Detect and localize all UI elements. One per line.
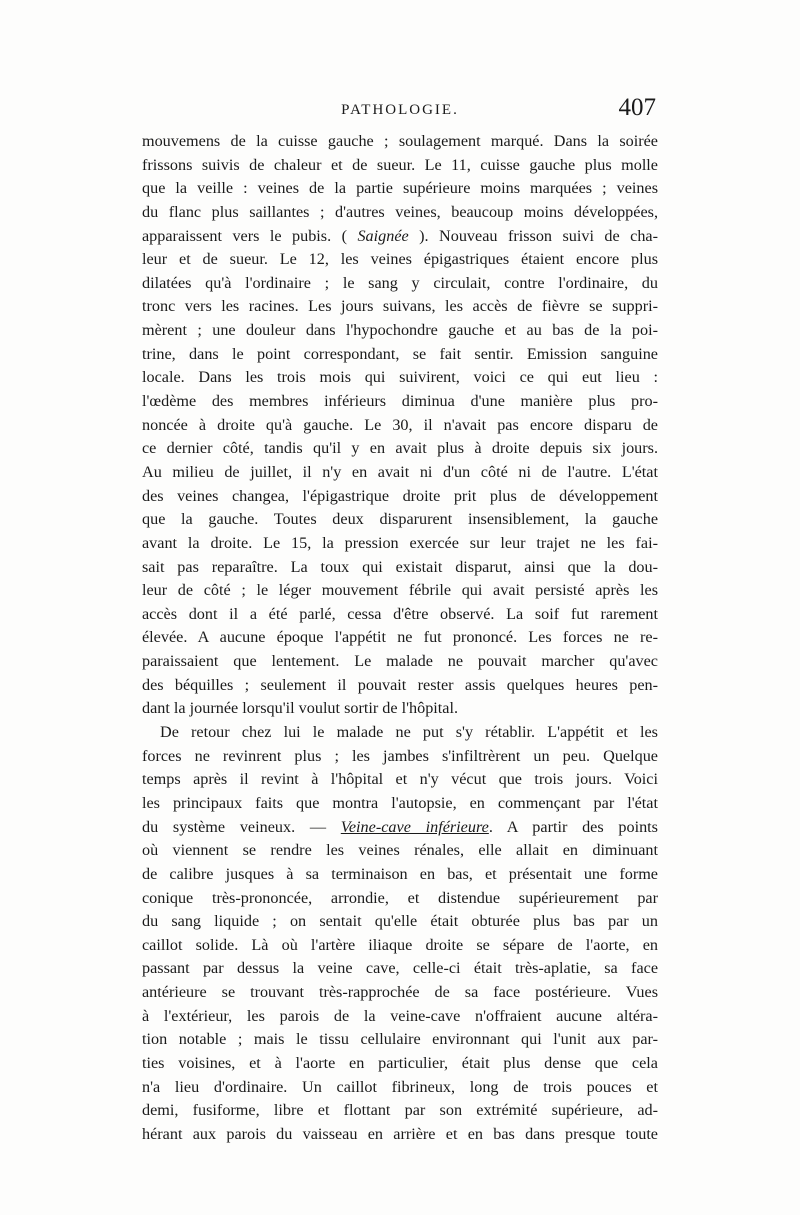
italic-run: Veine-cave inférieure <box>340 817 489 836</box>
text-line: de calibre jusques à sa terminaison en bas, et présentait une forme <box>142 864 658 883</box>
text-run: ). Nouveau frisson suivi de cha- <box>408 226 658 245</box>
text-line: où viennent se rendre les veines rénales, elle allait en diminuant <box>142 841 658 860</box>
italic-run: Saignée <box>357 226 409 245</box>
text-line: l'œdème des membres inférieurs diminua d'une manière plus pro- <box>142 392 658 411</box>
text-line: De retour chez lui le malade ne put s'y rétablir. L'appétit et les <box>160 723 658 742</box>
text-line <box>142 225 658 249</box>
text-line: que la gauche. Toutes deux disparurent insensiblement, la gauche <box>142 510 658 529</box>
text-line: leur de côté ; le léger mouvement fébrile qui avait persisté après les <box>142 581 658 600</box>
text-line: temps après il revint à l'hôpital et n'y vécut que trois jours. Voici <box>142 770 658 789</box>
text-line: mèrent ; une douleur dans l'hypochondre gauche et au bas de la poi- <box>142 321 658 340</box>
body-text <box>142 130 658 1147</box>
text-line: locale. Dans les trois mois qui suivirent, voici ce qui eut lieu : <box>142 368 658 387</box>
text-line: demi, fusiforme, libre et flottant par son extrémité supérieure, ad- <box>142 1101 658 1120</box>
text-line: des béquilles ; seulement il pouvait rester assis quelques heures pen- <box>142 675 658 694</box>
text-run: du système veineux. — <box>142 817 341 836</box>
running-head <box>142 94 658 128</box>
text-line: ce dernier côté, tandis qu'il y en avait plus à droite depuis six jours. <box>142 439 658 458</box>
text-run: apparaissent vers le pubis. ( <box>142 226 358 245</box>
text-line: Au milieu de juillet, il n'y en avait ni d'un côté ni de l'autre. L'état <box>142 462 658 481</box>
text-line: caillot solide. Là où l'artère iliaque droite se sépare de l'aorte, en <box>142 935 658 954</box>
text-line: leur et de sueur. Le 12, les veines épigastriques étaient encore plus <box>142 250 658 269</box>
text-line: du sang liquide ; on sentait qu'elle était obturée plus bas par un <box>142 912 658 931</box>
text-line: mouvemens de la cuisse gauche ; soulagement marqué. Dans la soirée <box>142 132 658 150</box>
text-line: n'a lieu d'ordinaire. Un caillot fibrineux, long de trois pouces et <box>142 1077 658 1096</box>
text-line: antérieure se trouvant très-rapprochée de sa face postérieure. Vues <box>142 983 658 1002</box>
text-line: hérant aux parois du vaisseau en arrière et en bas dans presque toute <box>142 1124 658 1143</box>
text-line: dilatées qu'à l'ordinaire ; le sang y circulait, contre l'ordinaire, du <box>142 273 658 292</box>
text-line: sait pas reparaître. La toux qui existait disparut, ainsi que la dou- <box>142 557 658 576</box>
text-run: . A partir des points <box>488 817 658 836</box>
text-line: à l'extérieur, les parois de la veine-cave n'offraient aucune altéra- <box>142 1006 658 1025</box>
text-line: accès dont il a été parlé, cessa d'être observé. La soif fut rarement <box>142 604 658 623</box>
text-line: les principaux faits que montra l'autopsie, en commençant par l'état <box>142 793 658 812</box>
text-line <box>142 816 658 840</box>
text-line: trine, dans le point correspondant, se fait sentir. Emission sanguine <box>142 344 658 363</box>
text-line: frissons suivis de chaleur et de sueur. Le 11, cuisse gauche plus molle <box>142 155 658 174</box>
text-line: paraissaient que lentement. Le malade ne pouvait marcher qu'avec <box>142 652 658 671</box>
text-line: noncée à droite qu'à gauche. Le 30, il n'avait pas encore disparu de <box>142 415 658 434</box>
text-line: ties voisines, et à l'aorte en particulier, était plus dense que cela <box>142 1053 658 1072</box>
text-line: conique très-prononcée, arrondie, et distendue supérieurement par <box>142 888 658 907</box>
running-head-title: PATHOLOGIE. <box>341 102 459 118</box>
text-line: tronc vers les racines. Les jours suivans, les accès de fièvre se suppri- <box>142 297 658 316</box>
text-line: élevée. A aucune époque l'appétit ne fut prononcé. Les forces ne re- <box>142 628 658 647</box>
text-line: tion notable ; mais le tissu cellulaire environnant qui l'unit aux par- <box>142 1030 658 1049</box>
text-line: avant la droite. Le 15, la pression exercée sur leur trajet ne les fai- <box>142 533 658 552</box>
text-line: passant par dessus la veine cave, celle-ci était très-aplatie, sa face <box>142 959 658 978</box>
text-line: dant la journée lorsqu'il voulut sortir de l'hôpital. <box>142 699 459 718</box>
text-line: que la veille : veines de la partie supérieure moins marquées ; veines <box>142 179 658 198</box>
page-number: 407 <box>618 94 656 121</box>
text-line: du flanc plus saillantes ; d'autres veines, beaucoup moins développées, <box>142 202 658 221</box>
text-line: des veines changea, l'épigastrique droite prit plus de développement <box>142 486 658 505</box>
text-line: forces ne revinrent plus ; les jambes s'infiltrèrent un peu. Quelque <box>142 746 658 765</box>
